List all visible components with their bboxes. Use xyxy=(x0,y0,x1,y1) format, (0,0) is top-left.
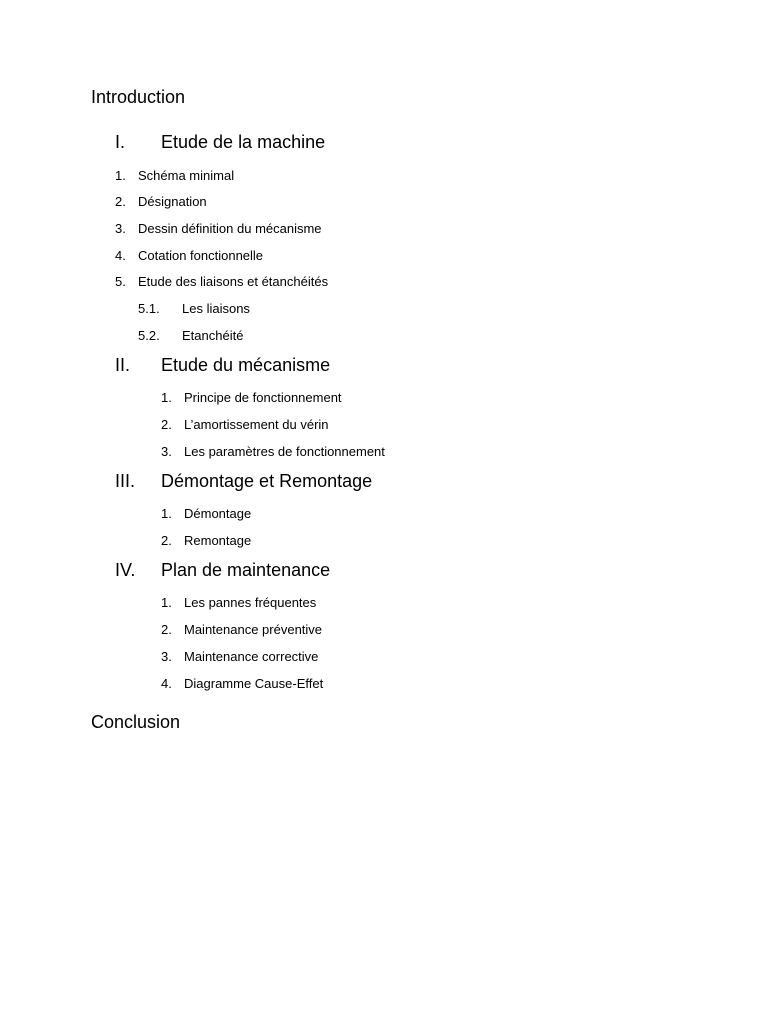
item-text: Schéma minimal xyxy=(138,168,235,183)
item-number: 2. xyxy=(161,622,172,637)
part-number: I. xyxy=(115,132,126,152)
item-number: 2. xyxy=(115,194,126,209)
item-text: Désignation xyxy=(138,194,207,209)
subitem-text: Etanchéité xyxy=(182,328,244,343)
item-number: 1. xyxy=(161,595,172,610)
subitem-number: 5.1. xyxy=(138,301,160,316)
toc-introduction: Introduction xyxy=(91,87,186,107)
item-text: Maintenance préventive xyxy=(184,622,323,637)
item-number: 1. xyxy=(161,390,172,405)
item-number: 4. xyxy=(115,248,126,263)
item-number: 2. xyxy=(161,417,172,432)
item-number: 3. xyxy=(161,649,172,664)
part-number: II. xyxy=(115,355,131,375)
part-title: Démontage et Remontage xyxy=(161,471,373,491)
item-number: 3. xyxy=(115,221,126,236)
part-title: Etude du mécanisme xyxy=(161,355,331,375)
item-text: Cotation fonctionnelle xyxy=(138,248,264,263)
item-number: 5. xyxy=(115,274,126,289)
item-text: Principe de fonctionnement xyxy=(184,390,342,405)
part-title: Plan de maintenance xyxy=(161,560,331,580)
item-text: Les paramètres de fonctionnement xyxy=(184,444,385,459)
item-text: Dessin définition du mécanisme xyxy=(138,221,322,236)
item-number: 1. xyxy=(161,506,172,521)
item-text: Maintenance corrective xyxy=(184,649,319,664)
part-number: IV. xyxy=(115,560,136,580)
subitem-number: 5.2. xyxy=(138,328,160,343)
item-text: Diagramme Cause-Effet xyxy=(184,676,324,691)
toc-conclusion: Conclusion xyxy=(91,712,181,732)
item-number: 1. xyxy=(115,168,126,183)
subitem-text: Les liaisons xyxy=(182,301,250,316)
item-text: Les pannes fréquentes xyxy=(184,595,317,610)
part-number: III. xyxy=(115,471,136,491)
item-text: Démontage xyxy=(184,506,252,521)
item-number: 4. xyxy=(161,676,172,691)
item-number: 2. xyxy=(161,533,172,548)
item-text: Etude des liaisons et étanchéités xyxy=(138,274,329,289)
item-number: 3. xyxy=(161,444,172,459)
item-text: Remontage xyxy=(184,533,252,548)
item-text: L’amortissement du vérin xyxy=(184,417,329,432)
part-title: Etude de la machine xyxy=(161,132,326,152)
